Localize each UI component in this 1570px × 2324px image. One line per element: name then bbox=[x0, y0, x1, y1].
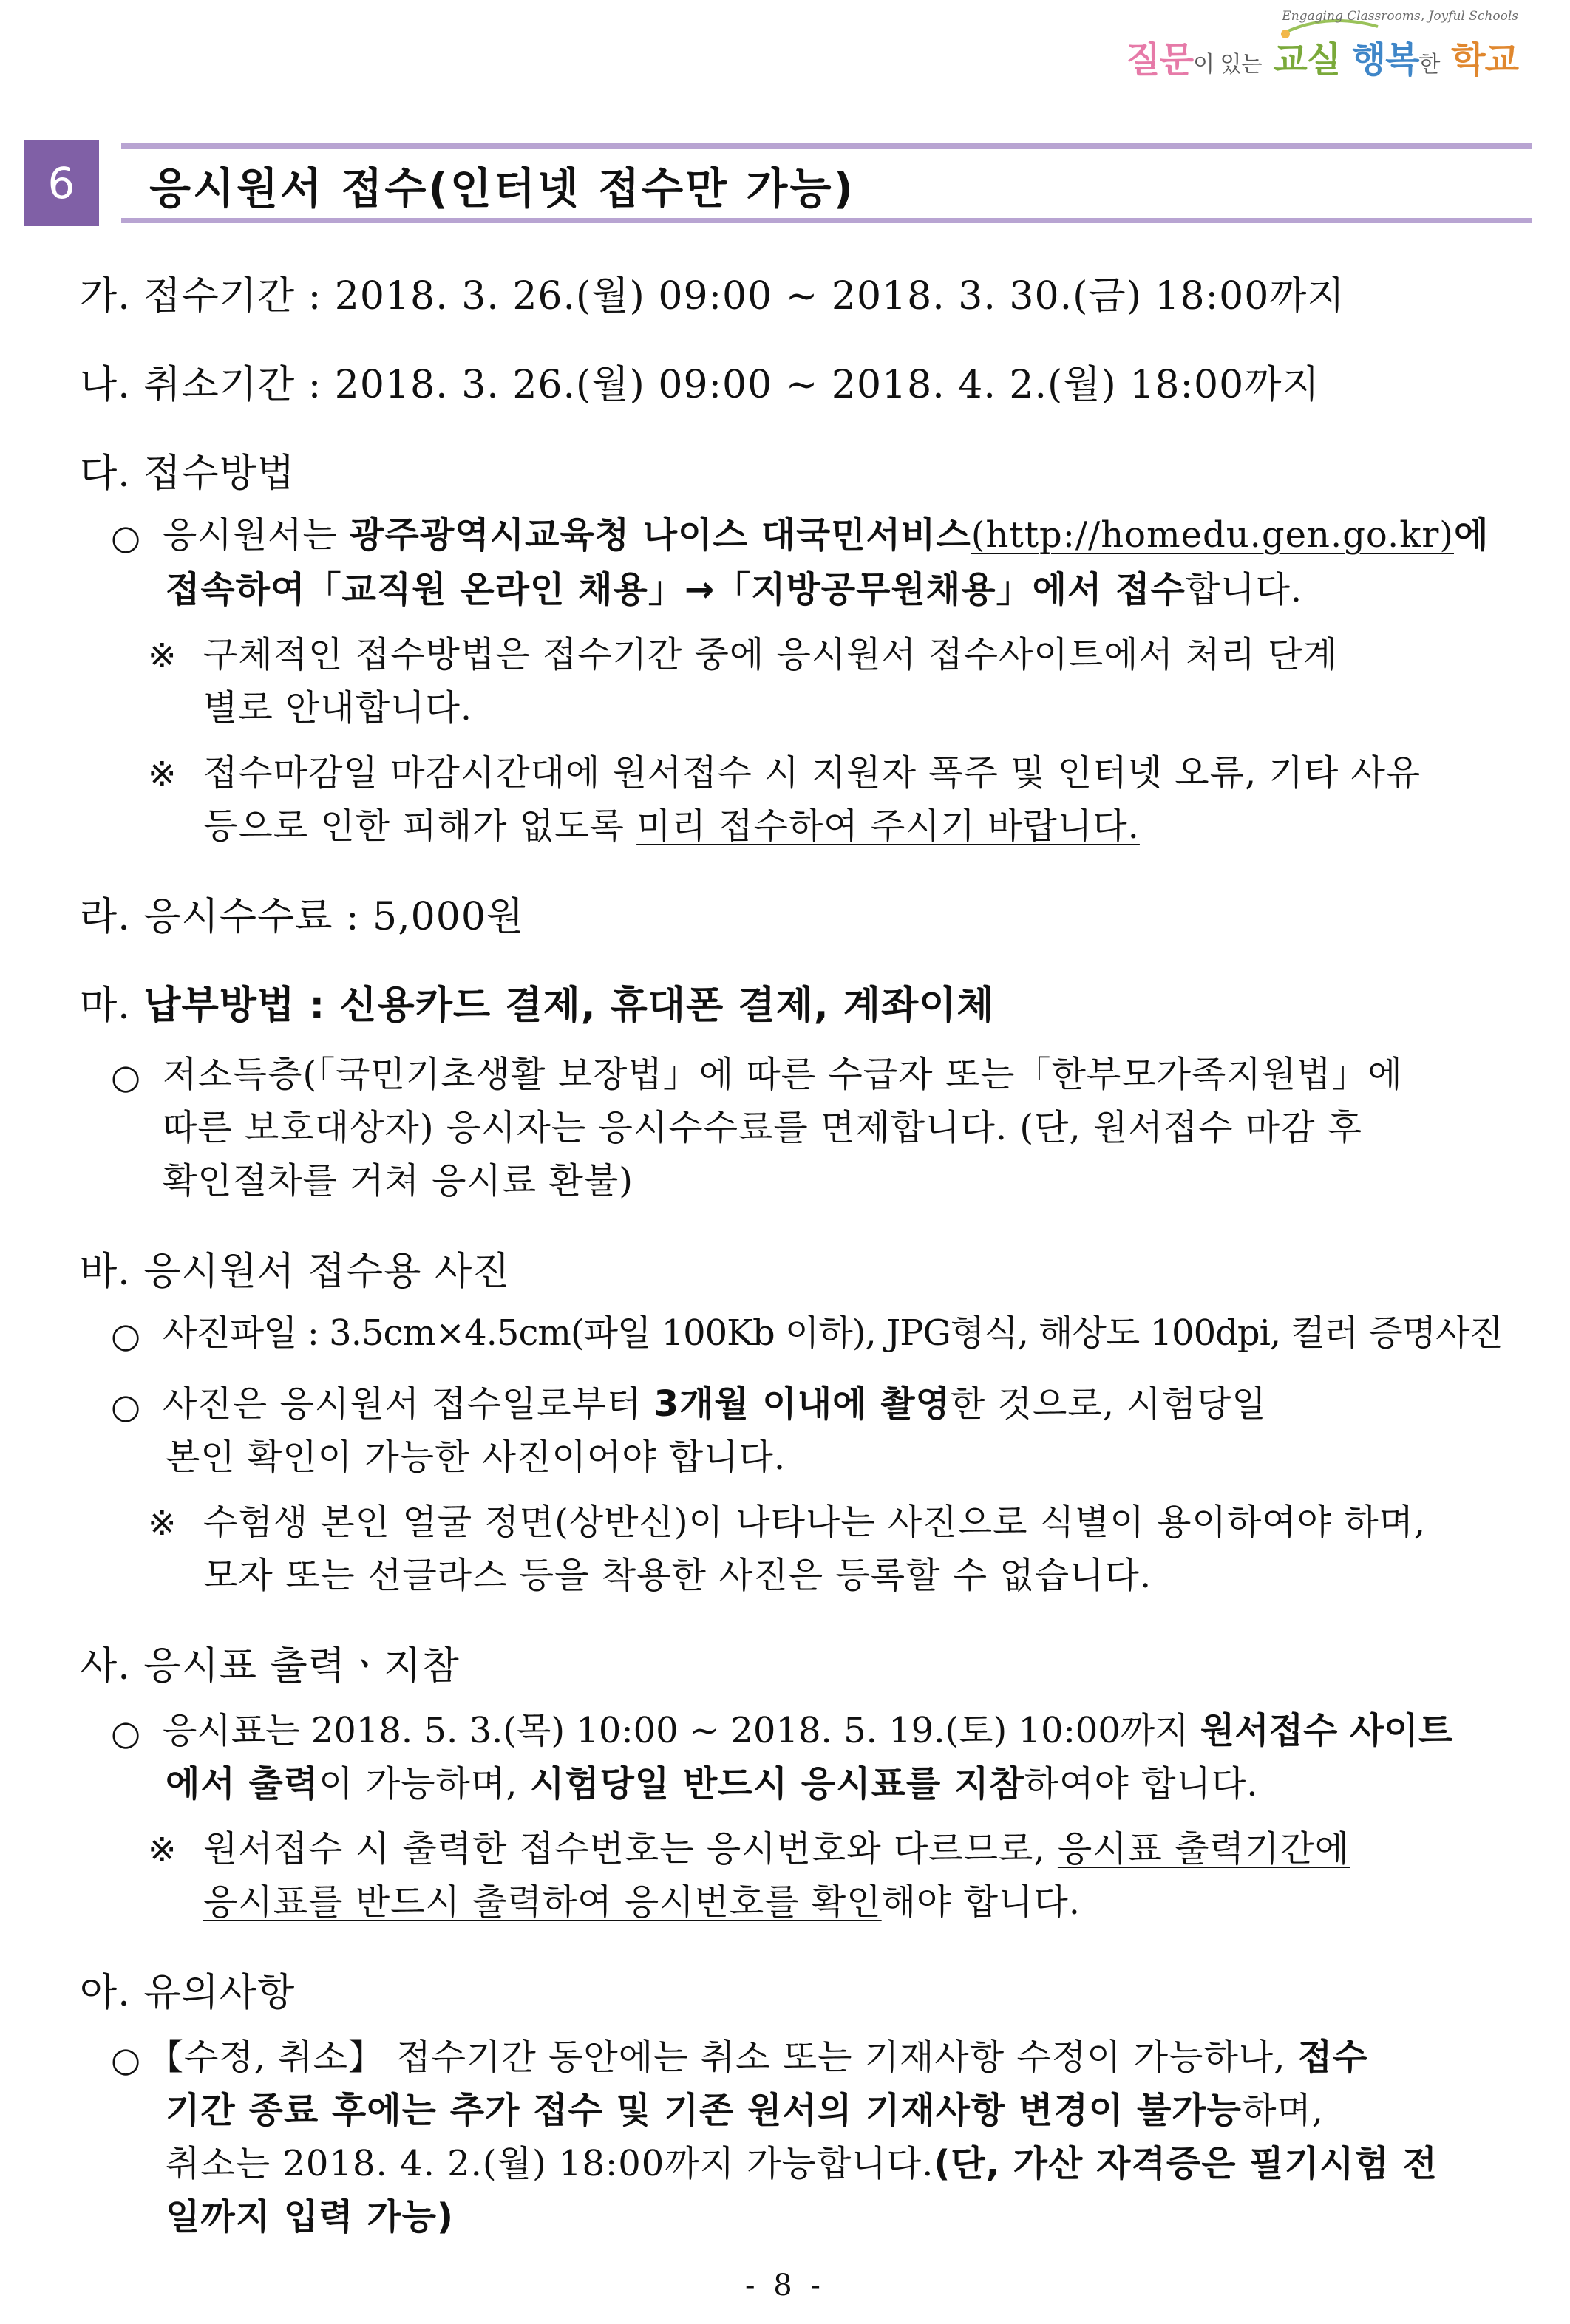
bullet-icon: ○ bbox=[111, 1386, 141, 1426]
note-icon: ※ bbox=[148, 754, 177, 794]
text-run: 응시표는 2018. 5. 3.(목) 10:00 ~ 2018. 5. 19.(토) 10:00까지 bbox=[163, 1710, 1200, 1751]
text-run-bold: 원서접수 사이트 bbox=[1200, 1710, 1453, 1751]
item-na bbox=[80, 353, 1320, 409]
item-title: 응시원서 접수용 사진 bbox=[143, 1250, 511, 1294]
note-text: 별로 안내합니다. bbox=[203, 687, 473, 729]
item-title: 유의사항 bbox=[143, 1971, 296, 2015]
text-run-bold: 기간 종료 후에는 추가 접수 및 기존 원서의 기재사항 변경이 불가능 bbox=[166, 2090, 1243, 2131]
note-text: 수험생 본인 얼굴 정면(상반신)이 나타나는 사진으로 식별이 용이하여야 하며, bbox=[203, 1502, 1427, 1543]
text-run-underline: 응시표 출력기간에 bbox=[1057, 1828, 1350, 1870]
text-run-bold: 시험당일 반드시 응시표를 지참 bbox=[529, 1763, 1024, 1805]
text-run: 하며, bbox=[1242, 2090, 1325, 2131]
text-run: 취소는 2018. 4. 2.(월) 18:00까지 가능합니다. bbox=[166, 2143, 934, 2184]
text-run: 등으로 인한 피해가 없도록 bbox=[203, 805, 637, 847]
bullet-text bbox=[163, 1377, 1267, 1431]
item-label: 사. bbox=[80, 1644, 131, 1689]
bullet-text: 확인절차를 거쳐 응시료 환불) bbox=[163, 1160, 633, 1202]
logo-part: 교실 bbox=[1273, 39, 1341, 81]
text-run-underline: 미리 접수하여 주시기 바랍니다. bbox=[636, 805, 1140, 847]
section-title: 응시원서 접수(인터넷 접수만 가능) bbox=[149, 163, 855, 214]
item-title: 응시표 출력ㆍ지참 bbox=[143, 1644, 460, 1689]
logo-part: 한 bbox=[1418, 52, 1440, 78]
item-ra bbox=[80, 885, 524, 941]
item-aa bbox=[80, 1961, 295, 2017]
item-title: 접수방법 bbox=[143, 451, 296, 496]
item-label: 다. bbox=[80, 451, 131, 496]
note-icon: ※ bbox=[148, 1830, 177, 1870]
item-ga bbox=[80, 265, 1345, 320]
bullet-text bbox=[166, 563, 1302, 616]
homepage-link[interactable]: (http://homedu.gen.go.kr) bbox=[971, 514, 1454, 556]
bullet-text: 따른 보호대상자) 응시자는 응시수수료를 면제합니다. (단, 원서접수 마감 후 bbox=[163, 1107, 1363, 1148]
text-run-bold: 일까지 입력 가능) bbox=[166, 2196, 454, 2238]
note-text bbox=[203, 1822, 1350, 1875]
note-icon: ※ bbox=[148, 1503, 177, 1543]
item-label: 가. bbox=[80, 274, 131, 318]
note-text: 모자 또는 선글라스 등을 착용한 사진은 등록할 수 없습니다. bbox=[203, 1555, 1152, 1596]
item-ba bbox=[80, 1240, 510, 1295]
bullet-text bbox=[166, 2190, 454, 2243]
bullet-icon: ○ bbox=[111, 1315, 141, 1355]
note-text: 구체적인 접수방법은 접수기간 중에 응시원서 접수사이트에서 처리 단계 bbox=[203, 634, 1338, 675]
text-run-bold: 접수 bbox=[1297, 2037, 1368, 2078]
item-ma bbox=[80, 974, 995, 1029]
text-run: 응시원서는 bbox=[163, 514, 350, 556]
bullet-text bbox=[163, 508, 1489, 562]
text-run-bold: (단, 가산 자격증은 필기시험 전 bbox=[934, 2143, 1438, 2184]
bullet-icon: ○ bbox=[111, 1057, 141, 1097]
text-run-bold: 에 bbox=[1454, 514, 1489, 556]
header-rule-top bbox=[121, 143, 1532, 149]
section-number: 6 bbox=[24, 140, 99, 226]
section-header bbox=[24, 140, 1532, 226]
note-icon: ※ bbox=[148, 635, 177, 675]
bullet-icon: ○ bbox=[111, 1713, 141, 1753]
logo-part: 학교 bbox=[1451, 39, 1518, 81]
item-label: 나. bbox=[80, 363, 131, 407]
logo-part: 행복 bbox=[1351, 39, 1419, 81]
item-label: 라. bbox=[80, 895, 131, 939]
item-label: 마. bbox=[80, 984, 131, 1028]
text-run: 이 가능하며, bbox=[319, 1763, 530, 1805]
bullet-text: 저소득층(「국민기초생활 보장법」에 따른 수급자 또는「한부모가족지원법」에 bbox=[163, 1054, 1403, 1095]
note-text: 접수마감일 마감시간대에 원서접수 시 지원자 폭주 및 인터넷 오류, 기타 사유 bbox=[203, 752, 1421, 794]
school-slogan-logo bbox=[1126, 4, 1518, 86]
bullet-text bbox=[148, 2031, 1368, 2084]
item-label: 아. bbox=[80, 1971, 131, 2015]
text-run: 하여야 합니다. bbox=[1024, 1763, 1259, 1805]
bullet-text: 본인 확인이 가능한 사진이어야 합니다. bbox=[166, 1437, 786, 1478]
note-text bbox=[203, 800, 1140, 853]
text-run: 해야 합니다. bbox=[881, 1881, 1081, 1923]
page-number: - 8 - bbox=[745, 2269, 825, 2303]
logo-tagline: Engaging Classrooms, Joyful Schools bbox=[1282, 9, 1518, 24]
item-sa bbox=[80, 1635, 460, 1690]
cancellation-period: 취소기간 : 2018. 3. 26.(월) 09:00 ~ 2018. 4. 2.(월) 18:00까지 bbox=[143, 363, 1320, 407]
logo-part: 질문 bbox=[1126, 39, 1194, 81]
text-run-underline: 응시표를 반드시 출력하여 응시번호를 확인 bbox=[203, 1881, 882, 1923]
text-run-bold: 광주광역시교육청 나이스 대국민서비스 bbox=[350, 514, 971, 556]
item-da bbox=[80, 442, 295, 497]
logo-slogan bbox=[1126, 31, 1518, 82]
note-text bbox=[203, 1875, 1081, 1929]
text-run: 【수정, 취소】 접수기간 동안에는 취소 또는 기재사항 수정이 가능하나, bbox=[148, 2037, 1298, 2078]
text-run-bold: 접속하여「교직원 온라인 채용」→「지방공무원채용」에서 접수 bbox=[166, 569, 1186, 610]
logo-part: 이 있는 bbox=[1193, 52, 1262, 78]
header-rule-bottom bbox=[121, 218, 1532, 223]
bullet-text bbox=[166, 1757, 1258, 1810]
text-run: 합니다. bbox=[1185, 569, 1303, 610]
item-label: 바. bbox=[80, 1250, 131, 1294]
bullet-text: 사진파일 : 3.5cm×4.5cm(파일 100Kb 이하), JPG형식, 해상도 100dpi, 컬러 증명사진 bbox=[163, 1312, 1503, 1354]
bullet-text bbox=[166, 2084, 1324, 2137]
bullet-icon: ○ bbox=[111, 2040, 141, 2079]
item-title: 납부방법 : 신용카드 결제, 휴대폰 결제, 계좌이체 bbox=[143, 984, 995, 1028]
text-run: 사진은 응시원서 접수일로부터 bbox=[163, 1383, 654, 1425]
text-run-bold: 에서 출력 bbox=[166, 1763, 319, 1805]
bullet-text bbox=[166, 2137, 1438, 2190]
text-run: 한 것으로, 시험당일 bbox=[950, 1383, 1267, 1425]
bullet-text bbox=[163, 1704, 1452, 1757]
bullet-icon: ○ bbox=[111, 517, 141, 557]
text-run-bold: 3개월 이내에 촬영 bbox=[653, 1383, 951, 1425]
application-fee: 응시수수료 : 5,000원 bbox=[143, 895, 525, 939]
application-period: 접수기간 : 2018. 3. 26.(월) 09:00 ~ 2018. 3. 30.(금) 18:00까지 bbox=[143, 274, 1345, 318]
text-run: 원서접수 시 출력한 접수번호는 응시번호와 다르므로, bbox=[203, 1828, 1058, 1870]
